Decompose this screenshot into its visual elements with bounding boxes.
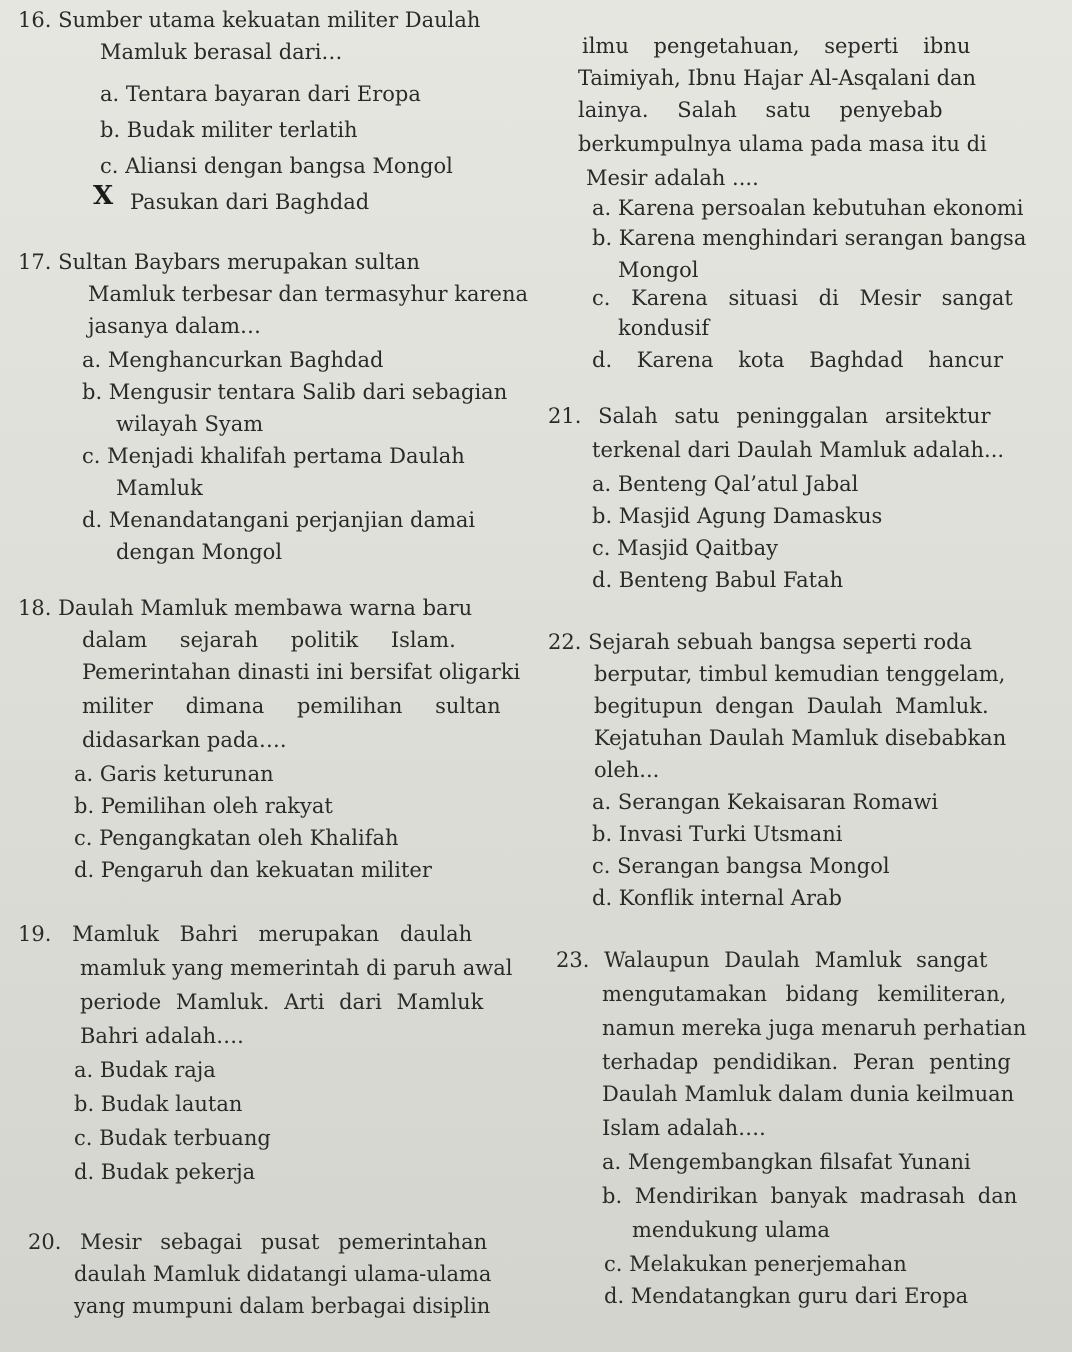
q22-line-1: 22. Sejarah sebuah bangsa seperti roda — [548, 630, 973, 654]
q23-line-3: namun mereka juga menaruh perhatian — [602, 1016, 1027, 1040]
q22-option-c: c. Serangan bangsa Mongol — [592, 854, 890, 878]
q23-line-6: Islam adalah…. — [602, 1116, 766, 1140]
q20-line-3: yang mumpuni dalam berbagai disiplin — [74, 1294, 491, 1318]
q18-line-2: dalam sejarah politik Islam. — [82, 628, 456, 652]
q23-option-b-cont: mendukung ulama — [632, 1218, 830, 1242]
q23-line-1: 23. Walaupun Daulah Mamluk sangat — [556, 948, 988, 972]
q22-line-4: Kejatuhan Daulah Mamluk disebabkan — [594, 726, 1007, 750]
q20-cont-line-2: Taimiyah, Ibnu Hajar Al-Asqalani dan — [578, 66, 977, 90]
q20-option-c: c. Karena situasi di Mesir sangat — [592, 286, 1013, 310]
q20-option-b-cont: Mongol — [618, 258, 699, 282]
q22-option-d: d. Konflik internal Arab — [592, 886, 842, 910]
q16-line-1: 16. Sumber utama kekuatan militer Daulah — [18, 8, 481, 32]
q23-line-4: terhadap pendidikan. Peran penting — [602, 1050, 1011, 1074]
q23-option-a: a. Mengembangkan filsafat Yunani — [602, 1150, 971, 1174]
q19-option-b: b. Budak lautan — [74, 1092, 243, 1116]
q20-cont-line-5: Mesir adalah .... — [586, 166, 759, 190]
q22-line-5: oleh... — [594, 758, 660, 782]
q23-line-2: mengutamakan bidang kemiliteran, — [602, 982, 1007, 1006]
q21-line-1: 21. Salah satu peninggalan arsitektur — [548, 404, 991, 428]
q20-option-b: b. Karena menghindari serangan bangsa — [592, 226, 1027, 250]
q23-line-5: Daulah Mamluk dalam dunia keilmuan — [602, 1082, 1015, 1106]
q17-option-d-cont: dengan Mongol — [116, 540, 283, 564]
q17-option-c-cont: Mamluk — [116, 476, 203, 500]
q20-cont-line-4: berkumpulnya ulama pada masa itu di — [578, 132, 987, 156]
q17-option-a: a. Menghancurkan Baghdad — [82, 348, 384, 372]
q22-line-3: begitupun dengan Daulah Mamluk. — [594, 694, 989, 718]
q19-option-c: c. Budak terbuang — [74, 1126, 271, 1150]
q20-option-a: a. Karena persoalan kebutuhan ekonomi — [592, 196, 1024, 220]
q16-option-a: a. Tentara bayaran dari Eropa — [100, 82, 421, 106]
q19-line-3: periode Mamluk. Arti dari Mamluk — [80, 990, 484, 1014]
q21-option-b: b. Masjid Agung Damaskus — [592, 504, 883, 528]
q17-line-1: 17. Sultan Baybars merupakan sultan — [18, 250, 420, 274]
q17-option-b: b. Mengusir tentara Salib dari sebagian — [82, 380, 508, 404]
q19-line-2: mamluk yang memerintah di paruh awal — [80, 956, 513, 980]
q16-option-d: Pasukan dari Baghdad — [130, 190, 370, 214]
q19-option-a: a. Budak raja — [74, 1058, 216, 1082]
q16-option-b: b. Budak militer terlatih — [100, 118, 358, 142]
q18-line-5: didasarkan pada…. — [82, 728, 287, 752]
answer-cross-mark: X — [93, 181, 114, 211]
q20-line-1: 20. Mesir sebagai pusat pemerintahan — [28, 1230, 488, 1254]
q20-cont-line-3: lainya. Salah satu penyebab — [578, 98, 943, 122]
q21-option-a: a. Benteng Qal’atul Jabal — [592, 472, 859, 496]
q18-line-4: militer dimana pemilihan sultan — [82, 694, 501, 718]
q18-option-b: b. Pemilihan oleh rakyat — [74, 794, 333, 818]
q23-option-d: d. Mendatangkan guru dari Eropa — [604, 1284, 969, 1308]
q16-line-2: Mamluk berasal dari… — [100, 40, 343, 64]
q21-line-2: terkenal dari Daulah Mamluk adalah... — [592, 438, 1005, 462]
q18-line-3: Pemerintahan dinasti ini bersifat oligarki — [82, 660, 521, 684]
q17-option-d: d. Menandatangani perjanjian damai — [82, 508, 476, 532]
q19-line-1: 19. Mamluk Bahri merupakan daulah — [18, 922, 473, 946]
q20-option-d: d. Karena kota Baghdad hancur — [592, 348, 1004, 372]
q16-option-c: c. Aliansi dengan bangsa Mongol — [100, 154, 453, 178]
q21-option-d: d. Benteng Babul Fatah — [592, 568, 844, 592]
q23-option-b: b. Mendirikan banyak madrasah dan — [602, 1184, 1018, 1208]
q17-option-b-cont: wilayah Syam — [116, 412, 264, 436]
q18-option-c: c. Pengangkatan oleh Khalifah — [74, 826, 399, 850]
q17-option-c: c. Menjadi khalifah pertama Daulah — [82, 444, 465, 468]
q18-line-1: 18. Daulah Mamluk membawa warna baru — [18, 596, 473, 620]
q20-cont-line-1: ilmu pengetahuan, seperti ibnu — [582, 34, 971, 58]
q17-line-2: Mamluk terbesar dan termasyhur karena — [88, 282, 529, 306]
q19-line-4: Bahri adalah…. — [80, 1024, 244, 1048]
q22-option-a: a. Serangan Kekaisaran Romawi — [592, 790, 939, 814]
q21-option-c: c. Masjid Qaitbay — [592, 536, 778, 560]
q22-line-2: berputar, timbul kemudian tenggelam, — [594, 662, 1006, 686]
q18-option-d: d. Pengaruh dan kekuatan militer — [74, 858, 432, 882]
q20-line-2: daulah Mamluk didatangi ulama-ulama — [74, 1262, 492, 1286]
q22-option-b: b. Invasi Turki Utsmani — [592, 822, 843, 846]
q20-option-c-cont: kondusif — [618, 316, 710, 340]
q18-option-a: a. Garis keturunan — [74, 762, 274, 786]
q19-option-d: d. Budak pekerja — [74, 1160, 256, 1184]
q23-option-c: c. Melakukan penerjemahan — [604, 1252, 907, 1276]
q17-line-3: jasanya dalam… — [88, 314, 262, 338]
